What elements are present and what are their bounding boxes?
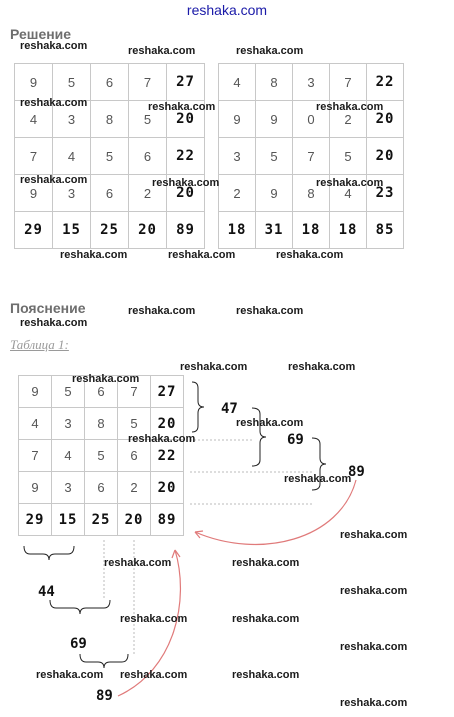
- watermark: reshaka.com: [168, 249, 236, 261]
- table-cell: 9: [15, 64, 53, 101]
- table-cell: 8: [293, 175, 330, 212]
- watermark: reshaka.com: [276, 249, 344, 261]
- table-cell: 7: [330, 64, 367, 101]
- col-sum-cell: 31: [256, 212, 293, 249]
- grand-total-cell: 89: [167, 212, 205, 249]
- watermark: reshaka.com: [340, 641, 408, 653]
- table-cell: 9: [219, 101, 256, 138]
- table-cell: 5: [53, 64, 91, 101]
- table-cell: 5: [85, 440, 118, 472]
- table-cell: 6: [85, 472, 118, 504]
- brace-cols-1-3: [50, 600, 110, 614]
- watermark: reshaka.com: [128, 433, 196, 445]
- row-sum-cell: 20: [167, 175, 205, 212]
- table-cell: 9: [256, 175, 293, 212]
- row-sum-cell: 22: [151, 440, 184, 472]
- table-cell: 7: [118, 376, 151, 408]
- col-sum-cell: 20: [118, 504, 151, 536]
- row-triple-sum: 69: [287, 432, 304, 448]
- solution-title: Решение: [10, 26, 72, 42]
- row-sum-cell: 20: [151, 472, 184, 504]
- watermark: reshaka.com: [340, 697, 408, 709]
- table-cell: 3: [52, 472, 85, 504]
- watermark: reshaka.com: [340, 585, 408, 597]
- watermark: reshaka.com: [340, 529, 408, 541]
- col-sum-cell: 25: [91, 212, 129, 249]
- row-sum-cell: 22: [367, 64, 404, 101]
- watermark: reshaka.com: [232, 669, 300, 681]
- watermark: reshaka.com: [120, 669, 188, 681]
- table-cell: 6: [91, 64, 129, 101]
- watermark: reshaka.com: [60, 249, 128, 261]
- table-cell: 5: [129, 101, 167, 138]
- watermark: reshaka.com: [316, 101, 384, 113]
- brace-rows-1-2: [192, 382, 204, 432]
- table-cell: 5: [256, 138, 293, 175]
- grand-total-cell: 89: [151, 504, 184, 536]
- grand-total-cell: 85: [367, 212, 404, 249]
- table-cell: 6: [85, 376, 118, 408]
- row-pair-sum: 47: [221, 401, 238, 417]
- watermark: reshaka.com: [128, 45, 196, 57]
- table-cell: 9: [19, 472, 52, 504]
- table-cell: 2: [129, 175, 167, 212]
- explanation-title: Пояснение: [10, 300, 86, 316]
- watermark: reshaka.com: [72, 373, 140, 385]
- table-cell: 3: [53, 175, 91, 212]
- watermark: reshaka.com: [20, 40, 88, 52]
- table-cell: 4: [330, 175, 367, 212]
- col-triple-sum: 69: [70, 636, 87, 652]
- watermark: reshaka.com: [20, 317, 88, 329]
- row-sum-cell: 20: [167, 101, 205, 138]
- col-sum-cell: 25: [85, 504, 118, 536]
- table-caption: Таблица 1:: [10, 337, 69, 352]
- table-cell: 4: [19, 408, 52, 440]
- table-cell: 7: [293, 138, 330, 175]
- row-sum-cell: 20: [367, 101, 404, 138]
- col-sum-cell: 15: [53, 212, 91, 249]
- watermark: reshaka.com: [20, 97, 88, 109]
- watermark: reshaka.com: [148, 101, 216, 113]
- table-cell: 4: [15, 101, 53, 138]
- table-cell: 3: [293, 64, 330, 101]
- col-sum-cell: 29: [15, 212, 53, 249]
- watermark: reshaka.com: [316, 177, 384, 189]
- col-sum-cell: 18: [293, 212, 330, 249]
- watermark: reshaka.com: [232, 613, 300, 625]
- table-cell: 6: [118, 440, 151, 472]
- watermark: reshaka.com: [180, 361, 248, 373]
- watermark: reshaka.com: [284, 473, 352, 485]
- table-cell: 2: [118, 472, 151, 504]
- table-cell: 7: [15, 138, 53, 175]
- table-cell: 8: [91, 101, 129, 138]
- table-cell: 8: [85, 408, 118, 440]
- watermark: reshaka.com: [36, 669, 104, 681]
- table-cell: 5: [91, 138, 129, 175]
- table-cell: 8: [256, 64, 293, 101]
- table-cell: 3: [53, 101, 91, 138]
- watermark: reshaka.com: [104, 557, 172, 569]
- table-cell: 7: [19, 440, 52, 472]
- row-total-sum: 89: [348, 464, 365, 480]
- table-cell: 6: [91, 175, 129, 212]
- col-sum-cell: 18: [330, 212, 367, 249]
- watermark: reshaka.com: [236, 45, 304, 57]
- table-cell: 7: [129, 64, 167, 101]
- table-cell: 9: [19, 376, 52, 408]
- watermark: reshaka.com: [236, 305, 304, 317]
- col-sum-cell: 29: [19, 504, 52, 536]
- watermark: reshaka.com: [128, 305, 196, 317]
- watermark: reshaka.com: [288, 361, 356, 373]
- arrow-right-total: [195, 480, 356, 544]
- table-cell: 6: [129, 138, 167, 175]
- col-pair-sum: 44: [38, 584, 55, 600]
- watermark: reshaka.com: [120, 613, 188, 625]
- watermark: reshaka.com: [236, 417, 304, 429]
- table-cell: 5: [330, 138, 367, 175]
- row-sum-cell: 27: [151, 376, 184, 408]
- table-cell: 3: [219, 138, 256, 175]
- row-sum-cell: 20: [367, 138, 404, 175]
- table-cell: 4: [53, 138, 91, 175]
- table-cell: 9: [256, 101, 293, 138]
- brace-cols-1-4: [80, 654, 128, 668]
- row-sum-cell: 22: [167, 138, 205, 175]
- col-sum-cell: 18: [219, 212, 256, 249]
- table-cell: 4: [52, 440, 85, 472]
- table-cell: 5: [52, 376, 85, 408]
- table-cell: 9: [15, 175, 53, 212]
- row-sum-cell: 23: [367, 175, 404, 212]
- table-cell: 5: [118, 408, 151, 440]
- row-sum-cell: 27: [167, 64, 205, 101]
- site-header[interactable]: reshaka.com: [186, 2, 268, 18]
- col-total-sum: 89: [96, 688, 113, 704]
- row-sum-cell: 20: [151, 408, 184, 440]
- table-cell: 2: [219, 175, 256, 212]
- watermark: reshaka.com: [152, 177, 220, 189]
- table-cell: 3: [52, 408, 85, 440]
- brace-cols-1-2: [24, 546, 74, 560]
- watermark: reshaka.com: [20, 174, 88, 186]
- col-sum-cell: 15: [52, 504, 85, 536]
- watermark: reshaka.com: [232, 557, 300, 569]
- table-cell: 4: [219, 64, 256, 101]
- table-cell: 0: [293, 101, 330, 138]
- col-sum-cell: 20: [129, 212, 167, 249]
- table-cell: 2: [330, 101, 367, 138]
